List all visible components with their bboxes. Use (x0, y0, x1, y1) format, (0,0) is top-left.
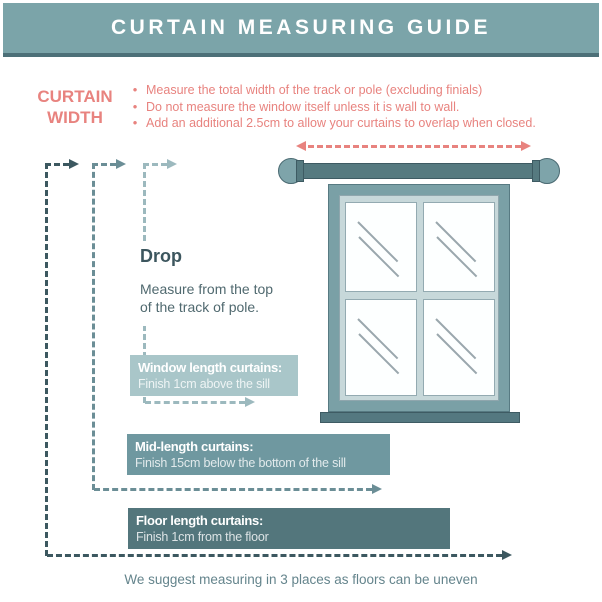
curtain-width-label-line2: WIDTH (47, 108, 103, 127)
mid-line-top-dash (92, 163, 116, 166)
window-pane (345, 299, 417, 396)
arrowhead-left-icon (296, 141, 306, 151)
floor-line-vertical-dash (45, 163, 48, 556)
window-sill (320, 412, 520, 423)
length-bar-title: Window length curtains: (138, 360, 282, 375)
arrowhead-right-icon (372, 484, 382, 494)
pole-collar-right (532, 160, 540, 182)
bullet-text: Add an additional 2.5cm to allow your curtains to overlap when closed. (146, 116, 536, 130)
floor-line-bottom-dash (47, 554, 502, 557)
length-bar-window (130, 355, 298, 396)
arrowhead-right-icon (502, 550, 512, 560)
drop-label (136, 242, 286, 326)
window-pane (423, 202, 495, 292)
window-pane (423, 299, 495, 396)
bullet-dot-icon: • (132, 115, 138, 130)
mid-line-bottom-dash (94, 488, 372, 491)
drop-description-line2: of the track of pole. (140, 299, 260, 315)
curtain-width-label-line1: CURTAIN (37, 87, 113, 106)
curtain-width-label (28, 86, 122, 128)
curtain-width-bullet-list (124, 82, 592, 132)
arrowhead-right-icon (116, 159, 126, 169)
window-frame (328, 184, 510, 412)
length-bar-subtitle: Finish 1cm above the sill (138, 377, 270, 391)
bullet-item (124, 99, 592, 116)
pole-bar (303, 163, 533, 179)
header (3, 3, 599, 57)
page-title: CURTAIN MEASURING GUIDE (111, 16, 491, 39)
window-inner-frame (339, 195, 499, 401)
arrowhead-right-icon (167, 159, 177, 169)
bullet-text: Measure the total width of the track or pole (excluding finials) (146, 83, 483, 97)
drop-description-line1: Measure from the top (140, 281, 274, 297)
arrowhead-right-icon (69, 159, 79, 169)
length-bar-subtitle: Finish 1cm from the floor (136, 530, 269, 544)
bullet-dot-icon: • (132, 82, 138, 97)
footer-note: We suggest measuring in 3 places as floors can be uneven (124, 572, 478, 587)
length-bar-title: Mid-length curtains: (135, 439, 254, 454)
length-bar-title: Floor length curtains: (136, 513, 264, 528)
length-bar-subtitle: Finish 15cm below the bottom of the sill (135, 456, 346, 470)
window-line-bottom-dash (145, 401, 245, 404)
floor-line-top-dash (45, 163, 69, 166)
drop-heading: Drop (140, 246, 182, 266)
mid-line-vertical-dash (92, 163, 95, 490)
bullet-item (124, 82, 592, 99)
bullet-dot-icon: • (132, 98, 138, 114)
arrowhead-right-icon (521, 141, 531, 151)
bullet-item (124, 115, 592, 132)
length-bar-mid (127, 434, 390, 475)
length-bar-floor (128, 508, 450, 549)
window-pane (345, 202, 417, 292)
arrowhead-right-icon (245, 397, 255, 407)
window-line-top-dash (143, 163, 167, 166)
width-arrow-dash (308, 145, 521, 148)
bullet-text: Do not measure the window itself unless it is wall to wall. (146, 99, 460, 114)
